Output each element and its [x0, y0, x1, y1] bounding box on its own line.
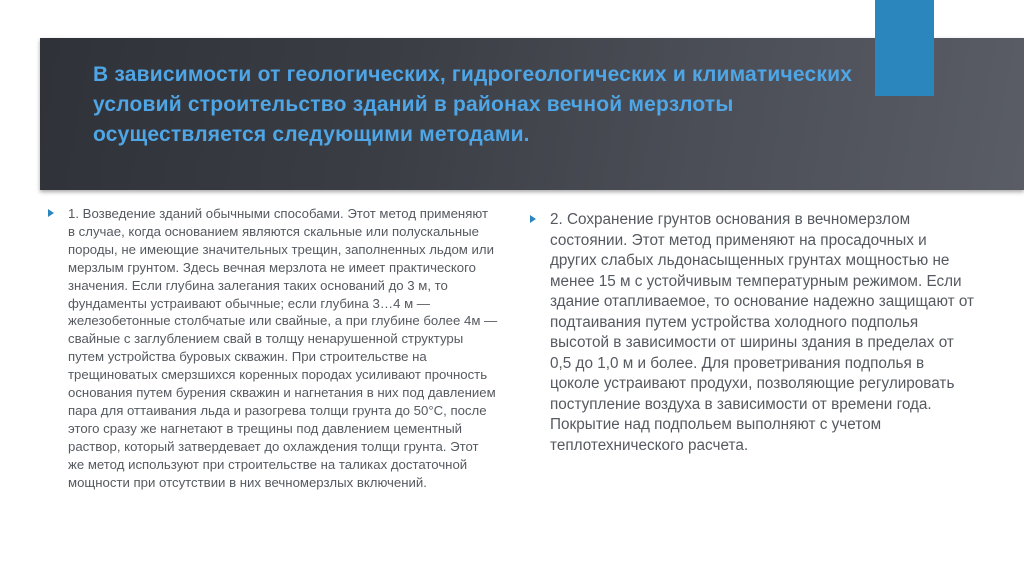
right-column: [530, 210, 975, 456]
slide-title: В зависимости от геологических, гидрогеологических и климатических условий строительство зданий в районах вечной мерзлоты осуществляется следующими методами.: [93, 63, 853, 146]
left-column-text: 1. Возведение зданий обычными способами. Этот метод применяют в случае, когда основанием являются скальные или полускальные породы, не имеющие значительных трещин, заполненных льдом или мерзлым грунтом. Здесь вечная мерзлота не имеет практического значения. Если глубина залегания таких оснований до 3 м, то фундаменты устраивают обычные; если глубина 3…4 м — железобетонные столбчатые или свайные, а при глубине более 4м — свайные с заглублением свай в толщу ненарушенной структуры путем устройства буровых скважин. При строительстве на трещиноватых смерзшихся коренных породах усиливают прочность основания путем бурения скважин и нагнетания в них под давлением пара для оттаивания льда и разогрева толщи грунта до 50°С, после этого сразу же нагнетают в трещины под давлением цементный раствор, который затвердевает до охлаждения толщи грунта. Этот же метод используют при строительстве на таликах достаточной мощности при отсутствии в них вечномерзлых включений.: [68, 206, 498, 490]
accent-bar: [875, 0, 934, 96]
left-column: [48, 205, 498, 492]
bullet-arrow-icon: [530, 215, 536, 223]
bullet-arrow-icon: [48, 209, 54, 217]
right-column-text: 2. Сохранение грунтов основания в вечномерзлом состоянии. Этот метод применяют на просадочных и других слабых льдонасыщенных грунтах мощностью не менее 15 м с устойчивым температурным режимом. Если здание отапливаемое, то основание надежно защищают от подтаивания путем устройства холодного подполья высотой в зависимости от ширины здания в пределах от 0,5 до 1,0 м и более. Для проветривания подполья в цоколе устраивают продухи, позволяющие регулировать поступление воздуха в зависимости от времени года. Покрытие над подпольем выполняют с учетом теплотехнического расчета.: [550, 211, 975, 454]
